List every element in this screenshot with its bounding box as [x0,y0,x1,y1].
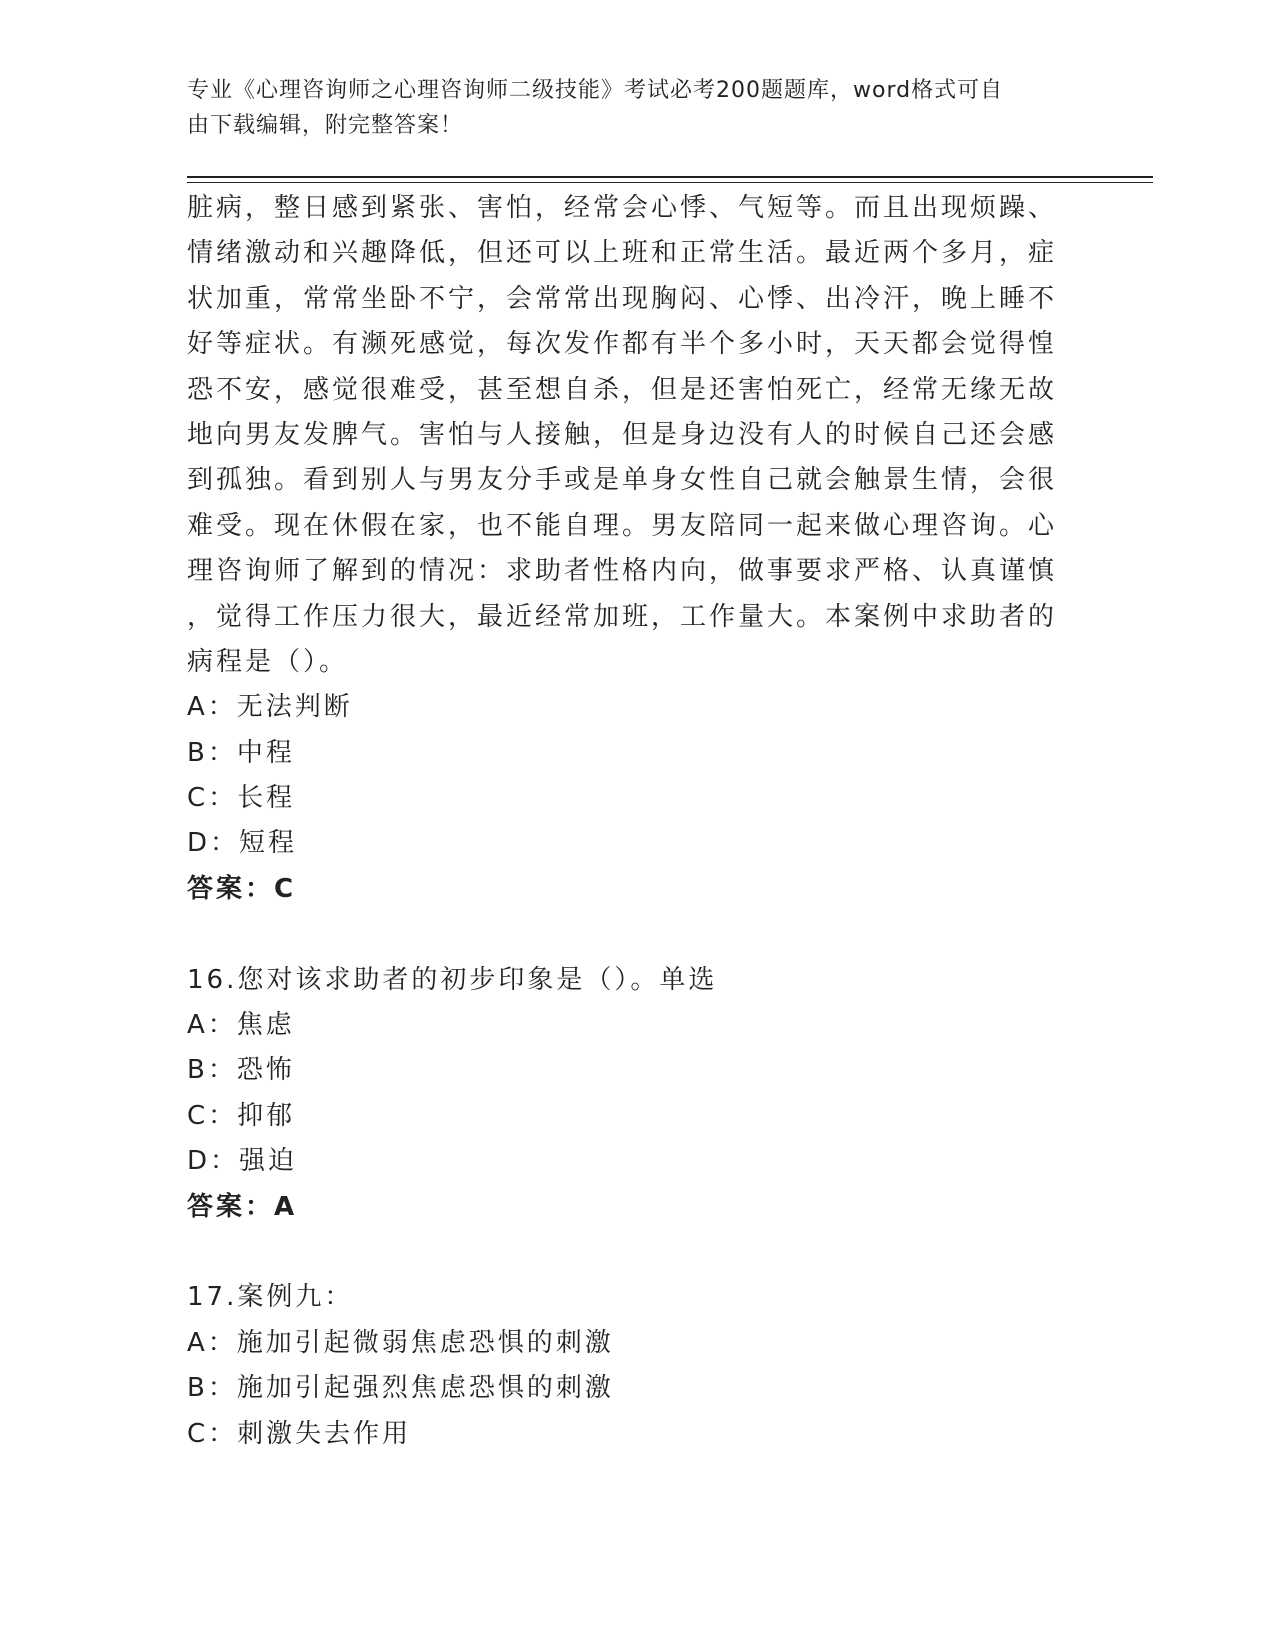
answer: 答案：C [187,873,297,904]
spacer [187,1230,1072,1275]
header-line-2: 由下载编辑，附完整答案！ [187,113,464,138]
option-a: A：施加引起微弱焦虑恐惧的刺激 [187,1327,614,1358]
stem-line: 病程是（）。 [187,646,349,677]
page-header [187,73,1067,143]
stem-line: 难受。现在休假在家，也不能自理。男友陪同一起来做心理咨询。心 [187,510,1058,541]
option-d: D：短程 [187,828,298,859]
question-17 [187,1275,1072,1457]
stem-line: 到孤独。看到别人与男友分手或是单身女性自己就会触景生情，会很 [187,465,1058,496]
question-16-stem: 16.您对该求助者的初步印象是（）。单选 [187,964,718,995]
question-17-stem: 17.案例九： [187,1282,354,1313]
question-15 [187,186,1072,912]
option-c: C：长程 [187,783,296,814]
document-body [187,186,1072,1457]
option-c: C：抑郁 [187,1100,296,1131]
stem-line: 好等症状。有濒死感觉，每次发作都有半个多小时，天天都会觉得惶 [187,329,1058,360]
option-a: A：无法判断 [187,692,353,723]
header-rule-thin [187,182,1153,183]
answer: 答案：A [187,1191,298,1222]
header-rule-thick [187,176,1153,178]
stem-line: ，觉得工作压力很大，最近经常加班，工作量大。本案例中求助者的 [187,601,1058,632]
question-15-stem [187,186,1072,685]
option-d: D：强迫 [187,1146,298,1177]
stem-line: 理咨询师了解到的情况：求助者性格内向，做事要求严格、认真谨慎 [187,556,1058,587]
stem-line: 状加重，常常坐卧不宁，会常常出现胸闷、心悸、出冷汗，晚上睡不 [187,283,1058,314]
stem-line: 恐不安，感觉很难受，甚至想自杀，但是还害怕死亡，经常无缘无故 [187,374,1058,405]
option-b: B：中程 [187,737,295,768]
stem-line: 情绪激动和兴趣降低，但还可以上班和正常生活。最近两个多月，症 [187,238,1058,269]
option-a: A：焦虑 [187,1010,295,1041]
question-16 [187,958,1072,1230]
stem-line: 地向男友发脾气。害怕与人接触，但是身边没有人的时候自己还会感 [187,419,1058,450]
option-b: B：恐怖 [187,1055,295,1086]
stem-line: 脏病，整日感到紧张、害怕，经常会心悸、气短等。而且出现烦躁、 [187,193,1058,223]
header-line-1: 专业《心理咨询师之心理咨询师二级技能》考试必考200题题库，word格式可自 [187,78,1004,103]
option-c: C：刺激失去作用 [187,1418,412,1449]
option-b: B：施加引起强烈焦虑恐惧的刺激 [187,1373,614,1404]
spacer [187,912,1072,957]
